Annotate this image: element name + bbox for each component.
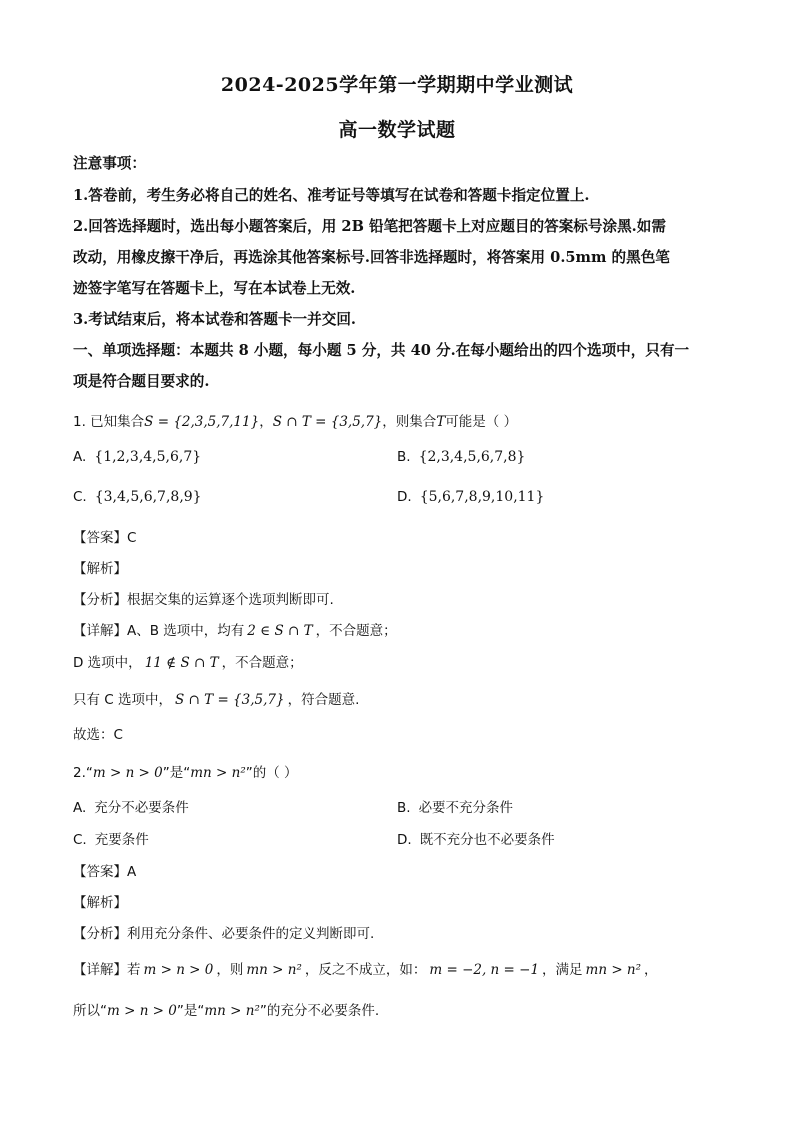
exam-subtitle: 高一数学试题 (338, 119, 456, 141)
detail-text: 若 (127, 962, 141, 978)
q1-condition-s-cap-t: S ∩ T = {3,5,7} (272, 414, 383, 430)
answer-tag: 【答案】 (73, 530, 127, 546)
q1-option-value: {1,2,3,4,5,6,7} (94, 449, 202, 465)
notes-item-2-line-2: 改动，用橡皮擦干净后，再选涂其他答案标号.回答非选择题时，将答案用 0.5mm 的黑色笔 (73, 249, 670, 266)
q1-option-a (73, 449, 201, 465)
section-heading-line-1: 一、单项选择题：本题共 8 小题，每小题 5 分，共 40 分.在每小题给出的四个选项中，只有一 (73, 342, 690, 359)
question-1-stem (73, 410, 517, 430)
q1-option-d (397, 489, 544, 505)
fenxi-text: 利用充分条件、必要条件的定义判断即可. (127, 926, 375, 942)
q2-analysis-tag: 【解析】 (73, 895, 127, 911)
detail-tag: 【详解】 (73, 962, 127, 978)
q2-option-label: B. (397, 800, 411, 816)
q1-option-label: A. (73, 449, 87, 465)
q1-option-label: C. (73, 489, 87, 505)
conclusion-text: ”的充分不必要条件. (259, 1003, 380, 1019)
q2-detail-line-1 (73, 958, 658, 978)
detail-text: 只有 C 选项中， (73, 692, 173, 708)
q2-option-value: 充要条件 (94, 832, 149, 848)
q2-math-1: m > n > 0 (92, 765, 163, 781)
q2-mid: ”是“ (162, 765, 191, 781)
q1-fenxi (73, 588, 334, 608)
q1-mid: ，则集合 (382, 414, 437, 430)
detail-text: D 选项中， (73, 655, 142, 671)
fenxi-tag: 【分析】 (73, 592, 127, 608)
notes-item-2-line-3: 迹签字笔写在答题卡上，写在本试卷上无效. (73, 280, 356, 297)
q1-option-b (397, 449, 525, 465)
q2-fenxi (73, 922, 374, 942)
conclusion-text: 所以“ (73, 1003, 107, 1019)
detail-text: ，满足 (542, 962, 583, 978)
detail-math: 11 ∉ S ∩ T (144, 655, 219, 671)
detail-math: m = −2, n = −1 (429, 962, 540, 978)
q1-option-label: D. (397, 489, 412, 505)
detail-text: ，反之不成立，如： (304, 962, 427, 978)
q1-detail-line-1 (73, 619, 397, 639)
q1-separator: ， (259, 414, 273, 430)
fenxi-tag: 【分析】 (73, 926, 127, 942)
q2-option-a (73, 796, 189, 816)
notes-item-3: 3.考试结束后，将本试卷和答题卡一并交回. (73, 311, 357, 328)
q2-option-d (397, 828, 555, 848)
detail-tag: 【详解】 (73, 623, 127, 639)
answer-value: A (127, 864, 137, 880)
q2-conclusion (73, 999, 379, 1019)
q1-variable-t: T (436, 414, 446, 430)
detail-text: ，不合题意； (315, 623, 397, 639)
q1-suffix: 可能是（ ） (445, 414, 518, 430)
detail-text: ， (644, 962, 658, 978)
q1-answer (73, 526, 136, 546)
q2-option-b (397, 796, 513, 816)
notes-item-2-line-1: 2.回答选择题时，选出每小题答案后，用 2B 铅笔把答题卡上对应题目的答案标号涂黑.如需 (73, 218, 666, 235)
detail-math: mn > n² (585, 962, 642, 978)
q2-option-value: 充分不必要条件 (94, 800, 189, 816)
q1-conclusion: 故选：C (73, 727, 123, 743)
q2-option-label: A. (73, 800, 87, 816)
q1-option-label: B. (397, 449, 411, 465)
q1-option-c (73, 489, 202, 505)
q1-detail-line-2 (73, 651, 303, 671)
q1-analysis-tag: 【解析】 (73, 561, 127, 577)
q1-option-value: {3,4,5,6,7,8,9} (94, 489, 202, 505)
detail-text: ，符合题意. (287, 692, 360, 708)
question-2-stem (73, 761, 298, 781)
q2-option-label: C. (73, 832, 87, 848)
detail-text: ，不合题意； (221, 655, 303, 671)
conclusion-math: m > n > 0 (107, 1003, 177, 1019)
detail-math: m > n > 0 (143, 962, 214, 978)
q1-condition-s: S = {2,3,5,7,11} (144, 414, 260, 430)
detail-text: ，则 (216, 962, 244, 978)
q2-option-value: 既不充分也不必要条件 (419, 832, 555, 848)
notes-heading: 注意事项： (73, 155, 146, 172)
q2-option-label: D. (397, 832, 412, 848)
q1-prefix: 1. 已知集合 (73, 414, 145, 430)
conclusion-text: ”是“ (176, 1003, 205, 1019)
q1-detail-line-3 (73, 688, 359, 708)
exam-title: 2024-2025学年第一学期期中学业测试 (220, 74, 574, 96)
notes-item-1: 1.答卷前，考生务必将自己的姓名、准考证号等填写在试卷和答题卡指定位置上. (73, 187, 590, 204)
q2-prefix: 2.“ (73, 765, 93, 781)
section-heading-line-2: 项是符合题目要求的. (73, 373, 210, 390)
fenxi-text: 根据交集的运算逐个选项判断即可. (127, 592, 334, 608)
detail-text: A、B 选项中，均有 (127, 623, 245, 639)
q2-suffix: ”的（ ） (245, 765, 298, 781)
answer-value: C (127, 530, 137, 546)
detail-math: 2 ∈ S ∩ T (247, 623, 313, 639)
detail-math: S ∩ T = {3,5,7} (175, 692, 285, 708)
q2-option-value: 必要不充分条件 (418, 800, 514, 816)
q1-option-value: {2,3,4,5,6,7,8} (418, 449, 526, 465)
q2-option-c (73, 828, 149, 848)
conclusion-math: mn > n² (204, 1003, 260, 1019)
q2-answer (73, 860, 136, 880)
q1-option-value: {5,6,7,8,9,10,11} (419, 489, 545, 505)
detail-math: mn > n² (246, 962, 302, 978)
answer-tag: 【答案】 (73, 864, 127, 880)
q2-math-2: mn > n² (190, 765, 246, 781)
